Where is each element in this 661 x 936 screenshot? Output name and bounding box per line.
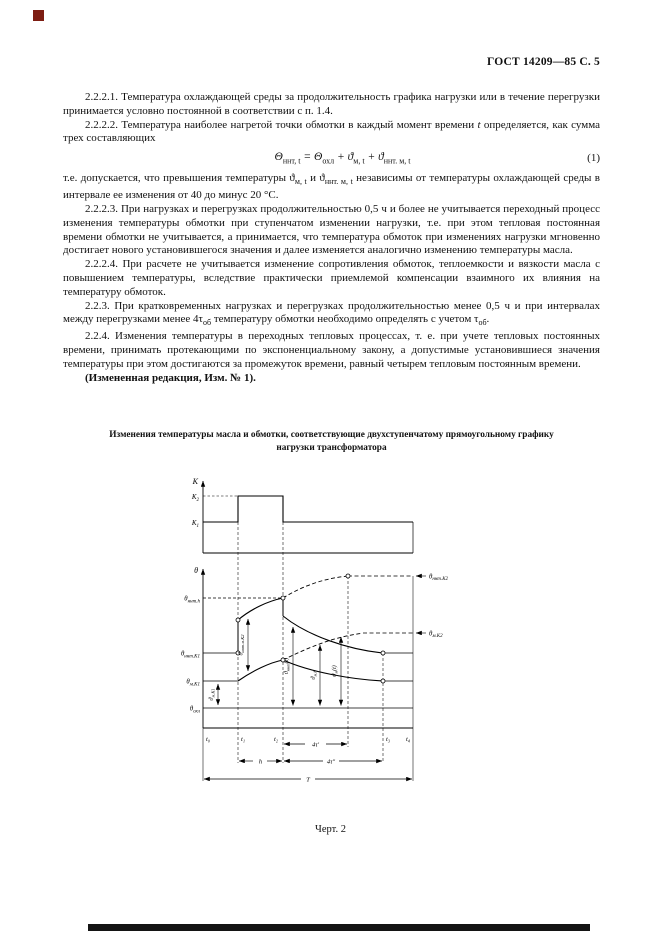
point-hotspot-peak	[281, 596, 285, 600]
paragraph-2-2-2-4: 2.2.2.4. При расчете не учитывается изменение сопротивления обмоток, теплоемкости и вязкости масла с повышением температуры, вследствие практически приемлемой компенсации взаимного их влияния на температуру обмоток.	[63, 258, 600, 298]
hotspot-continued-dashed	[283, 576, 347, 598]
k1-level-label: $K_1$	[191, 519, 199, 529]
point-hotspot-return	[381, 651, 385, 655]
hotspot-k1-label: $\theta_{ннт.К1}$	[180, 650, 200, 660]
hotspot-k2-label: $\theta_{ннт.К2}$	[429, 573, 449, 583]
hotspot-h-label: $\theta_{ннт.h}$	[184, 595, 200, 605]
body-text	[63, 91, 600, 386]
paragraph-note-formula: т.е. допускается, что превышения температуры $ϑ_{м, t}$ и $ϑ_{ннт. м, t}$ независимы от температуры охлаждающей среды в интервале ее изменения от 40 до минус 20 °С.	[63, 172, 600, 202]
paragraph-2-2-3: 2.2.3. При кратковременных нагрузках и перегрузках продолжительностью менее 0,5 ч и при интервалах между перегрузками менее $4\tau_{об}$ температуру обмотки необходимо определять с учетом $\tau_{об}$.	[63, 299, 600, 328]
paragraph-2-2-2-3: 2.2.2.3. При нагрузках и перегрузках продолжительностью 0,5 ч и более не учитывается переходный процесс изменения температуры обмотки при ступенчатом изменении нагрузки, т.е. при этом тепловая постоянная времени обмотки не учитывается, а принимается, что температура обмоток при изменениях нагрузки мгновенно достигает нового установившегося значения и далее изменяется аналогично изменению температуры масла.	[63, 203, 600, 257]
k2-level-label: $K_2$	[191, 493, 199, 503]
oil-rise-h-label: $ϑ_{м.h}$	[311, 670, 318, 680]
dim-4tau2-label: 4τ″	[326, 758, 336, 766]
load-step-line	[203, 496, 413, 522]
doc-reference: ГОСТ 14209—85 С. 5	[487, 56, 600, 68]
oil-rise-t-label: $ϑ_м(t)$	[332, 665, 339, 677]
load-step-plot	[203, 496, 413, 553]
t1-label: t₁	[240, 736, 246, 743]
theta-axis-label: θ	[194, 566, 198, 575]
gradient-oil-k1-label: $ϑ_{м.К1}$	[209, 688, 216, 701]
hotspot-rise-curve	[238, 598, 283, 620]
dimension-arrows	[204, 741, 412, 779]
point-jump-top	[236, 618, 240, 622]
temperature-diagram-svg	[163, 470, 463, 798]
point-steady-state	[346, 574, 350, 578]
dim-h-label: h	[258, 758, 263, 766]
dim-T-label: T	[306, 776, 310, 784]
temperature-curves	[238, 576, 383, 681]
figure-diagram	[163, 470, 463, 798]
scan-edge-bar	[88, 924, 590, 931]
paragraph-2-2-2-1: 2.2.2.1. Температура охлаждающей среды за продолжительность графика нагрузки или в течение перегрузки принимается условно постоянной в соответствии с п. 1.4.	[63, 91, 600, 117]
t4-label: t₄	[405, 736, 411, 743]
curve-point-markers	[236, 574, 385, 683]
gradient-hotspot-oil-k2-label: $ϑ_{ннт.м.К2}$	[238, 634, 245, 656]
paragraph-2-2-4: 2.2.4. Изменения температуры в переходных тепловых процессах, т. е. при учете тепловых постоянных времени, принимать протекающими по экспоненциальному закону, а допустимые установившиеся значения температуры при этом достигаются за промежуток времени, равный четырем тепловым постоянным времени.	[63, 330, 600, 371]
oil-k1-label: $\theta_{м.К1}$	[186, 678, 200, 688]
point-oil-return	[381, 679, 385, 683]
oil-rise-curve	[238, 660, 283, 681]
t3-label: t₃	[385, 736, 391, 743]
equation-1: $\Theta_{ннт, t} = \Theta_{охл} + ϑ_{м, t} + ϑ_{ннт. м, t}$ (1)	[274, 151, 600, 166]
paragraph-revision-note: (Измененная редакция, Изм. № 1).	[85, 371, 256, 384]
figure-caption: Черт. 2	[315, 824, 346, 835]
reference-lines	[203, 576, 413, 708]
figure-title: Изменения температуры масла и обмотки, соответствующие двухступенчатому прямоугольному графику нагрузки трансформатора	[109, 430, 554, 453]
paragraph-2-2-2-2: 2.2.2.2. Температура наиболее нагретой точки обмотки в каждый момент времени t определяется, как сумма трех составляющих	[63, 118, 600, 145]
axes	[203, 481, 413, 728]
k-axis-label: K	[192, 477, 198, 486]
corner-print-mark	[33, 10, 44, 21]
hotspot-rise-t-label: $ϑ_{ннт}(t)$	[284, 657, 291, 675]
hotspot-decay-curve	[283, 616, 383, 653]
equation-number: (1)	[587, 152, 600, 165]
oil-k2-label: $\theta_{м.К2}$	[429, 630, 443, 640]
ambient-label: $\theta_{охл}$	[189, 705, 200, 715]
t0-label: t₀	[205, 736, 211, 743]
gradient-arrows	[218, 576, 426, 706]
t2-label: t₂	[273, 736, 279, 743]
dim-4tau1-label: 4τ′	[312, 741, 319, 749]
